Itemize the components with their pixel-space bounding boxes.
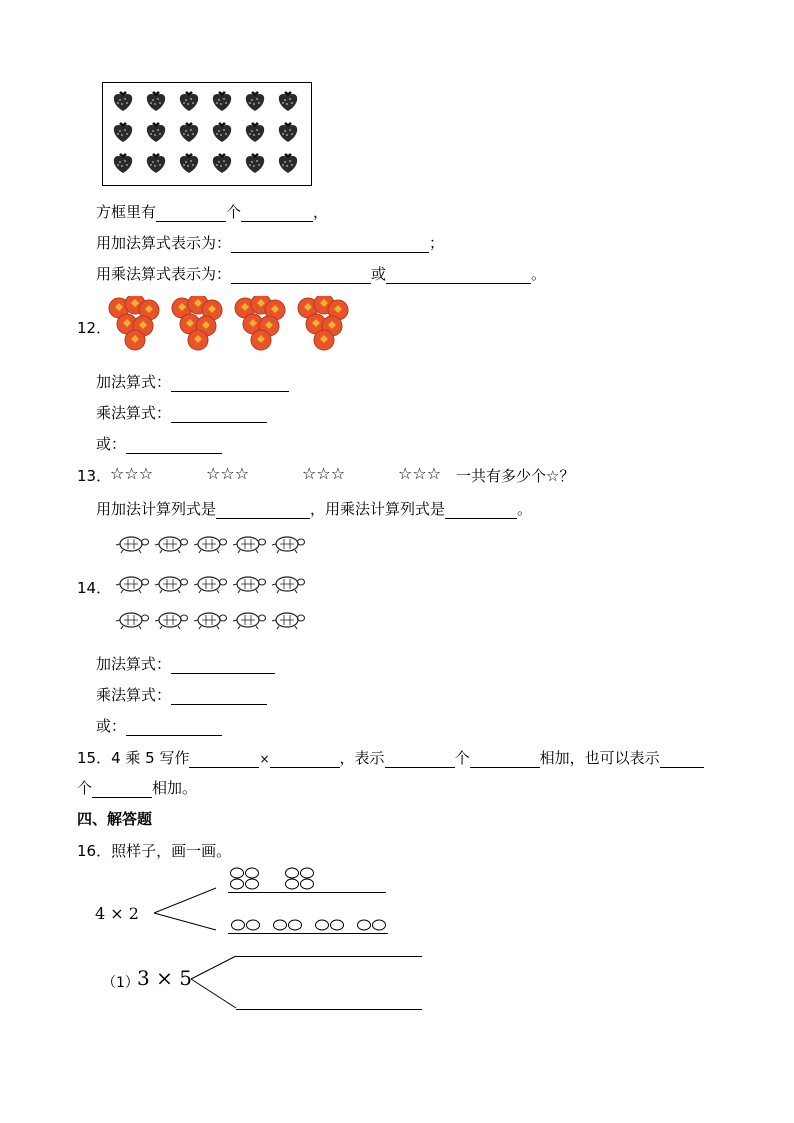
turtle-icon (114, 533, 150, 555)
q12-number: 12． (77, 319, 112, 337)
part1-top-line[interactable] (236, 956, 422, 957)
answer-blank[interactable] (92, 781, 152, 798)
q13-question: 一共有多少个☆？ (456, 467, 575, 485)
tomato-icon (294, 296, 354, 354)
answer-blank[interactable] (126, 719, 222, 736)
strawberry-icon (244, 89, 266, 113)
answer-blank[interactable] (171, 657, 275, 674)
strawberry-icon (277, 89, 299, 113)
turtle-icon (231, 573, 267, 595)
star-group-3: ☆☆☆ (302, 464, 346, 483)
star-group-4: ☆☆☆ (398, 464, 442, 483)
answer-blank[interactable] (189, 751, 259, 768)
turtle-icon (153, 609, 189, 631)
example-top-line (228, 892, 386, 893)
strawberry-icon (244, 151, 266, 175)
strawberry-icon (112, 120, 134, 144)
answer-blank[interactable] (470, 751, 540, 768)
q14-or: 或： (96, 715, 222, 736)
turtle-icon (153, 573, 189, 595)
strawberry-icon (277, 151, 299, 175)
part1-label: （1） (102, 975, 139, 991)
turtle-icon (192, 609, 228, 631)
part1-expression: 3 × 5 (137, 966, 192, 990)
turtle-icon (192, 533, 228, 555)
answer-blank[interactable] (171, 688, 267, 705)
answer-blank[interactable] (156, 205, 226, 222)
strawberry-icon (112, 89, 134, 113)
tomato-icon (105, 296, 165, 354)
answer-blank[interactable] (171, 375, 289, 392)
tomato-icon (168, 296, 228, 354)
part1-bottom-line[interactable] (236, 1009, 422, 1010)
q14-mul: 乘法算式： (96, 684, 267, 705)
q14-number: 14． (77, 579, 112, 597)
turtle-icon (231, 609, 267, 631)
answer-blank[interactable] (216, 502, 310, 519)
strawberry-icon (145, 151, 167, 175)
strawberry-icon (178, 120, 200, 144)
example-bottom-line (228, 933, 388, 934)
strawberry-icon (178, 89, 200, 113)
strawberry-icon (211, 89, 233, 113)
turtle-icon (114, 573, 150, 595)
answer-blank[interactable] (126, 437, 222, 454)
q13-number: 13． (77, 467, 112, 485)
example-top-circles (228, 866, 328, 894)
turtle-icon (114, 609, 150, 631)
example-expression: 4 × 2 (95, 904, 139, 923)
strawberry-icon (211, 151, 233, 175)
q16-prompt: 16．照样子，画一画。 (77, 842, 232, 860)
q14-add: 加法算式： (96, 653, 275, 674)
q15-line-2: 个 相加。 (77, 779, 198, 797)
answer-blank[interactable] (270, 751, 340, 768)
star-group-2: ☆☆☆ (206, 464, 250, 483)
strawberry-grid-box (102, 82, 312, 186)
tomato-icon (231, 296, 291, 354)
example-branch-lines (150, 884, 220, 934)
star-group-1: ☆☆☆ (110, 464, 154, 483)
answer-blank[interactable] (385, 751, 455, 768)
q13-line-2: 用加法计算列式是 ，用乘法计算列式是 。 (96, 500, 533, 518)
answer-blank[interactable] (386, 267, 531, 284)
q12-or: 或： (96, 433, 222, 454)
strawberry-icon (112, 151, 134, 175)
q11-line-2: 用加法算式表示为： ； (96, 234, 445, 252)
turtle-icon (270, 609, 306, 631)
part1-branch-lines (188, 952, 240, 1012)
turtle-icon (153, 533, 189, 555)
turtle-icon (231, 533, 267, 555)
q11-line-3: 用乘法算式表示为： 或 。 (96, 265, 547, 283)
strawberry-icon (178, 151, 200, 175)
strawberry-icon (277, 120, 299, 144)
strawberry-icon (244, 120, 266, 144)
q12-mul: 乘法算式： (96, 402, 267, 423)
strawberry-icon (145, 89, 167, 113)
q11-line-1: 方框里有 个 ， (96, 203, 329, 221)
turtle-icon (270, 573, 306, 595)
turtle-icon (270, 533, 306, 555)
answer-blank[interactable] (171, 406, 267, 423)
answer-blank[interactable] (231, 236, 429, 253)
answer-blank[interactable] (445, 502, 517, 519)
section-title: 四、解答题 (77, 810, 153, 828)
strawberry-icon (211, 120, 233, 144)
answer-blank[interactable] (660, 751, 704, 768)
q12-add: 加法算式： (96, 371, 289, 392)
strawberry-icon (145, 120, 167, 144)
q15-line-1: 15．4 乘 5 写作 × ，表示 个 相加，也可以表示 (77, 747, 704, 768)
answer-blank[interactable] (231, 267, 371, 284)
example-bottom-circles (230, 918, 390, 934)
turtle-icon (192, 573, 228, 595)
answer-blank[interactable] (241, 205, 313, 222)
